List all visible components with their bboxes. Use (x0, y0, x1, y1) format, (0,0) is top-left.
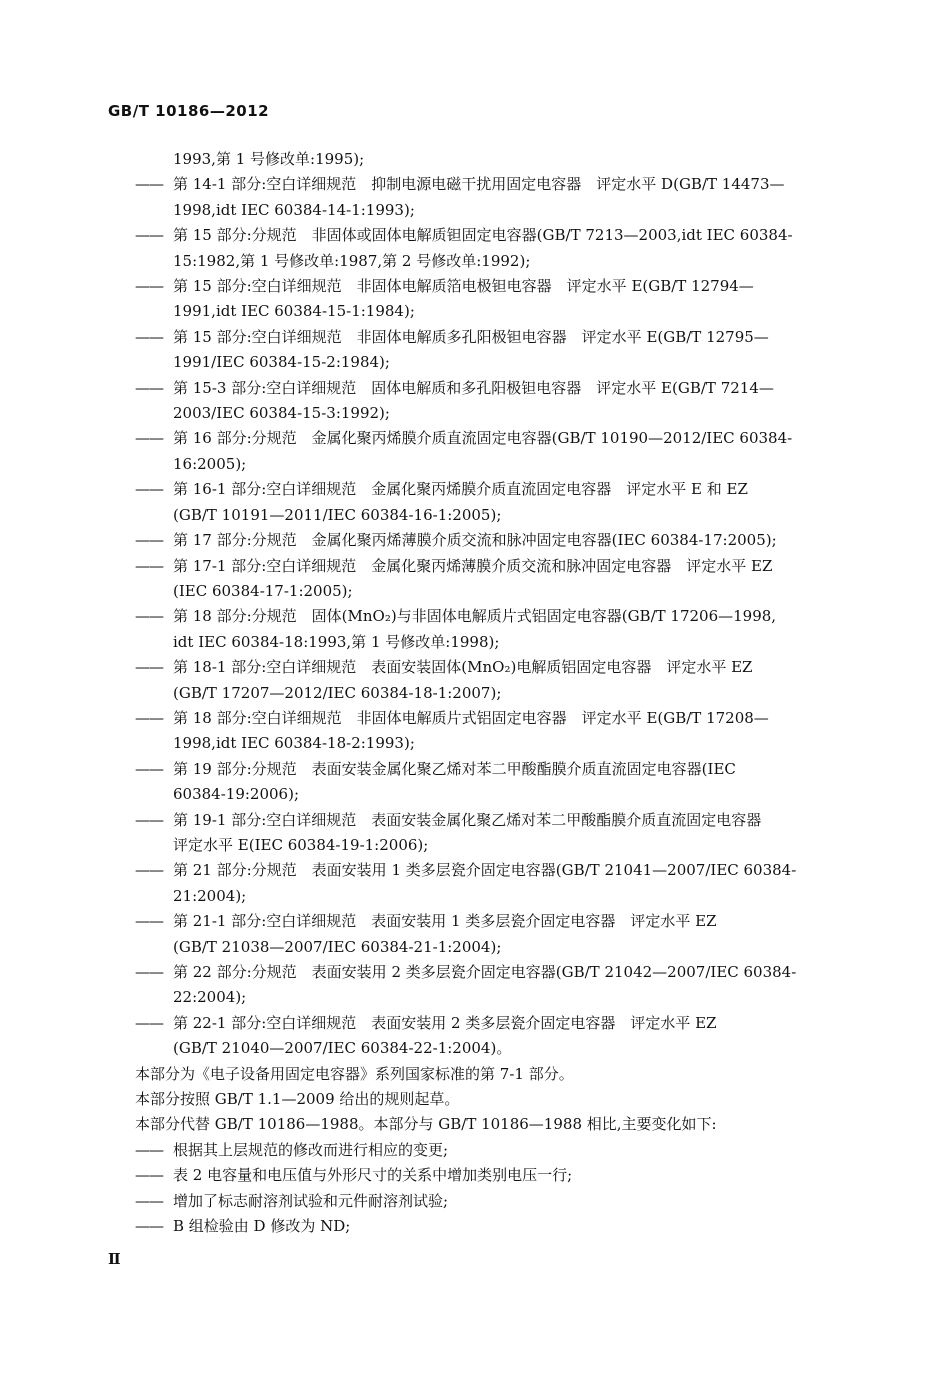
list-item: —— 第 19 部分:分规范 表面安装金属化聚乙烯对苯二甲酸酯膜介质直流固定电容器(IEC (135, 757, 865, 782)
list-item: —— 第 21 部分:分规范 表面安装用 1 类多层瓷介固定电容器(GB/T 21041—2007/IEC 60384- (135, 858, 865, 883)
list-item: —— 第 14-1 部分:空白详细规范 抑制电源电磁干扰用固定电容器 评定水平 D(GB/T 14473— (135, 172, 865, 197)
list-item: —— B 组检验由 D 修改为 ND; (135, 1214, 865, 1239)
text-line: 评定水平 E(IEC 60384-19-1:2006); (173, 835, 429, 854)
text-line: 本部分代替 GB/T 10186—1988。本部分与 GB/T 10186—1988 相比,主要变化如下: (135, 1115, 717, 1134)
text-line: (IEC 60384-17-1:2005); (173, 581, 353, 600)
list-item: —— 表 2 电容量和电压值与外形尺寸的关系中增加类别电压一行; (135, 1163, 865, 1188)
list-item: —— 第 18-1 部分:空白详细规范 表面安装固体(MnO₂)电解质铝固定电容器 评定水平 EZ (135, 655, 865, 680)
list-item: —— 第 15 部分:分规范 非固体或固体电解质钽固定电容器(GB/T 7213—2003,idt IEC 60384- (135, 223, 865, 248)
list-item: —— 第 16-1 部分:空白详细规范 金属化聚丙烯膜介质直流固定电容器 评定水平 E 和 EZ (135, 477, 865, 502)
text-line: (GB/T 21040—2007/IEC 60384-22-1:2004)。 (173, 1039, 512, 1058)
text-line: 1998,idt IEC 60384-18-2:1993); (173, 734, 415, 753)
text-line: 1991/IEC 60384-15-2:1984); (173, 353, 390, 372)
list-item: —— 根据其上层规范的修改而进行相应的变更; (135, 1138, 865, 1163)
list-item: —— 第 22 部分:分规范 表面安装用 2 类多层瓷介固定电容器(GB/T 21042—2007/IEC 60384- (135, 960, 865, 985)
list-item: —— 第 21-1 部分:空白详细规范 表面安装用 1 类多层瓷介固定电容器 评定水平 EZ (135, 909, 865, 934)
list-item: —— 增加了标志耐溶剂试验和元件耐溶剂试验; (135, 1189, 865, 1214)
text-line: 21:2004); (173, 886, 247, 905)
list-item: —— 第 15 部分:空白详细规范 非固体电解质箔电极钽电容器 评定水平 E(GB/T 12794— (135, 274, 865, 299)
list-item: —— 第 22-1 部分:空白详细规范 表面安装用 2 类多层瓷介固定电容器 评定水平 EZ (135, 1011, 865, 1036)
list-item: —— 第 17 部分:分规范 金属化聚丙烯薄膜介质交流和脉冲固定电容器(IEC 60384-17:2005); (135, 528, 865, 553)
list-item: —— 第 15 部分:空白详细规范 非固体电解质多孔阳极钽电容器 评定水平 E(GB/T 12795— (135, 325, 865, 350)
text-line: 本部分按照 GB/T 1.1—2009 给出的规则起草。 (135, 1090, 460, 1109)
text-line: 15:1982,第 1 号修改单:1987,第 2 号修改单:1992); (173, 251, 531, 270)
text-line: 1991,idt IEC 60384-15-1:1984); (173, 302, 415, 321)
text-line: (GB/T 10191—2011/IEC 60384-16-1:2005); (173, 505, 502, 524)
list-item: —— 第 18 部分:空白详细规范 非固体电解质片式铝固定电容器 评定水平 E(GB/T 17208— (135, 706, 865, 731)
text-line: (GB/T 21038—2007/IEC 60384-21-1:2004); (173, 937, 502, 956)
text-line: 1998,idt IEC 60384-14-1:1993); (173, 200, 415, 219)
text-line: 16:2005); (173, 454, 247, 473)
list-item: —— 第 15-3 部分:空白详细规范 固体电解质和多孔阳极钽电容器 评定水平 E(GB/T 7214— (135, 376, 865, 401)
text-line: idt IEC 60384-18:1993,第 1 号修改单:1998); (173, 632, 500, 651)
document-body (135, 147, 865, 1239)
list-item: —— 第 18 部分:分规范 固体(MnO₂)与非固体电解质片式铝固定电容器(GB/T 17206—1998, (135, 604, 865, 629)
text-line: 2003/IEC 60384-15-3:1992); (173, 404, 390, 423)
list-item: —— 第 16 部分:分规范 金属化聚丙烯膜介质直流固定电容器(GB/T 10190—2012/IEC 60384- (135, 426, 865, 451)
list-item: —— 第 19-1 部分:空白详细规范 表面安装金属化聚乙烯对苯二甲酸酯膜介质直流固定电容器 (135, 808, 865, 833)
list-item: —— 第 17-1 部分:空白详细规范 金属化聚丙烯薄膜介质交流和脉冲固定电容器 评定水平 EZ (135, 554, 865, 579)
text-line: 60384-19:2006); (173, 785, 300, 804)
standard-code-header: GB/T 10186—2012 (108, 102, 270, 120)
text-line: (GB/T 17207—2012/IEC 60384-18-1:2007); (173, 683, 502, 702)
text-line: 22:2004); (173, 988, 247, 1007)
text-line: 1993,第 1 号修改单:1995); (173, 150, 365, 168)
page-number: Ⅱ (108, 1250, 121, 1268)
text-line: 本部分为《电子设备用固定电容器》系列国家标准的第 7-1 部分。 (135, 1064, 574, 1083)
